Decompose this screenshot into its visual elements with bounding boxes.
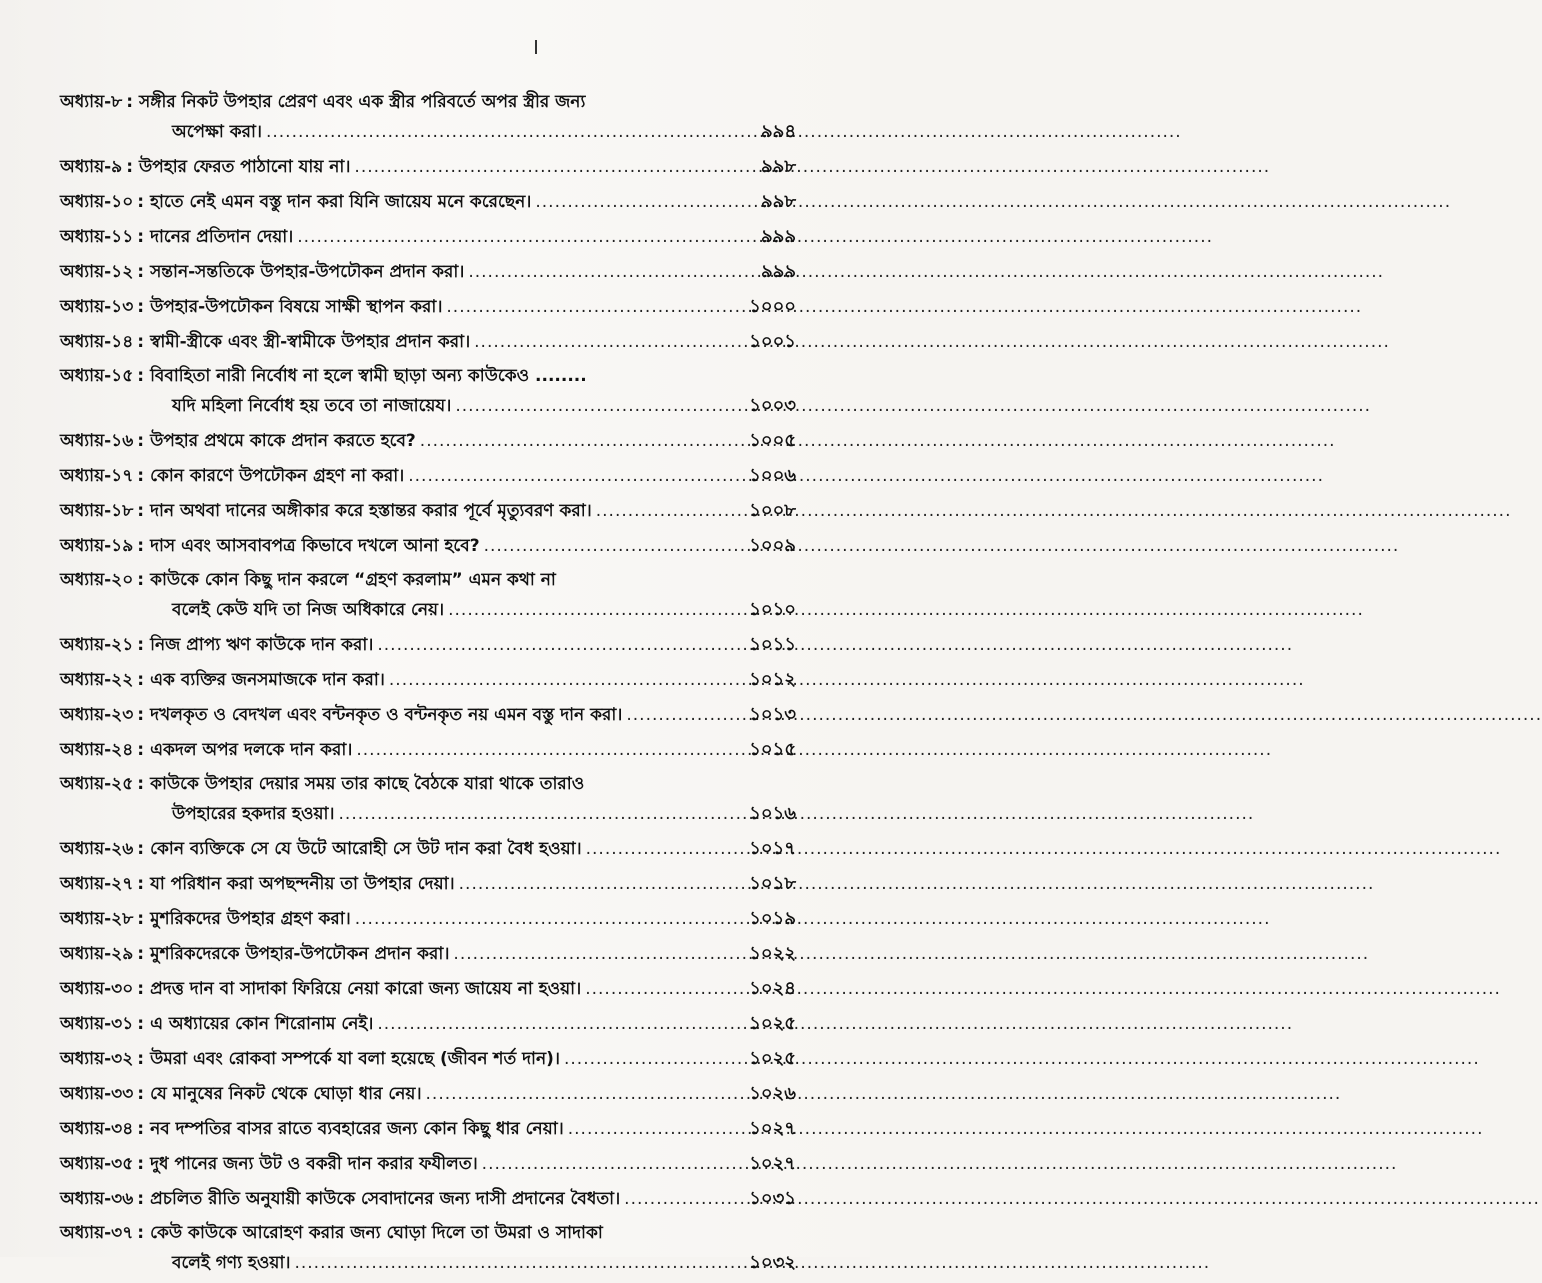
toc-entry-line: [60, 1079, 796, 1108]
page-number: ১০৩১: [749, 1188, 796, 1209]
chapter-title: দাস এবং আসবাবপত্র কিভাবে দখলে আনা হবে?: [150, 536, 480, 556]
toc-entry-line: [60, 799, 796, 828]
chapter-title: দুধ পানের জন্য উট ও বকরী দান করার ফযীলত।: [150, 1154, 478, 1174]
label-separator: :: [137, 740, 145, 760]
dot-leader: [351, 905, 732, 934]
chapter-label: অধ্যায়-২৭: [60, 874, 134, 894]
chapter-label: অধ্যায়-৮: [60, 92, 123, 112]
chapter-title: মুশরিকদেরকে উপহার-উপঢৌকন প্রদান করা।: [150, 944, 450, 964]
table-of-contents: [60, 88, 796, 1283]
toc-entry: [60, 904, 796, 933]
page-number: ৯৯৮: [760, 191, 796, 212]
chapter-label: অধ্যায়-১৬: [60, 431, 134, 451]
page-number: ১০২৫: [749, 1048, 796, 1069]
toc-entry-line: [60, 566, 796, 595]
chapter-title: দানের প্রতিদান দেয়া।: [150, 227, 294, 247]
page-number: ১০১৭: [749, 838, 796, 859]
dot-leader: [622, 701, 732, 730]
dot-leader: [335, 800, 732, 829]
toc-entry: [60, 1114, 796, 1143]
label-separator: :: [137, 1189, 145, 1209]
toc-entry-line: [60, 869, 796, 898]
toc-entry-line: [60, 595, 796, 624]
toc-entry-line: [60, 1114, 796, 1143]
toc-entry: [60, 1219, 796, 1277]
dot-leader: [262, 118, 732, 147]
dot-leader: [455, 870, 732, 899]
toc-entry-line: [60, 1184, 796, 1213]
chapter-title: সঙ্গীর নিকট উপহার প্রেরণ এবং এক স্ত্রীর পরিবর্তে অপর স্ত্রীর জন্য: [139, 92, 586, 112]
dot-leader: [470, 328, 732, 357]
label-separator: :: [137, 501, 145, 521]
chapter-title: অপেক্ষা করা।: [172, 122, 262, 142]
toc-entry-line: [60, 117, 796, 146]
page-number: ১০০৯: [749, 535, 796, 556]
chapter-title: কোন কারণে উপঢৌকন গ্রহণ না করা।: [150, 466, 405, 486]
chapter-title: যে মানুষের নিকট থেকে ঘোড়া ধার নেয়।: [150, 1084, 422, 1104]
toc-entry: [60, 630, 796, 659]
toc-entry-line: [60, 461, 796, 490]
toc-entry: [60, 735, 796, 764]
dot-leader: [373, 1010, 732, 1039]
toc-entry-line: [60, 1219, 796, 1248]
label-separator: :: [137, 570, 145, 590]
page-number: ১০১৫: [749, 739, 796, 760]
page-number: ১০১৯: [749, 908, 796, 929]
page-number: ৯৯৮: [760, 156, 796, 177]
page-number: ১০১৩: [749, 704, 796, 725]
chapter-title: প্রদত্ত দান বা সাদাকা ফিরিয়ে নেয়া কারো জন্য জায়েয না হওয়া।: [150, 979, 582, 999]
chapter-title: বলেই কেউ যদি তা নিজ অধিকারে নেয়।: [172, 600, 445, 620]
chapter-title: স্বামী-স্ত্রীকে এবং স্ত্রী-স্বামীকে উপহার প্রদান করা।: [150, 332, 471, 352]
toc-entry-line: [60, 904, 796, 933]
chapter-title: নব দম্পতির বাসর রাতে ব্যবহারের জন্য কোন কিছু ধার নেয়া।: [150, 1119, 564, 1139]
toc-entry: [60, 187, 796, 216]
dot-leader: [350, 153, 732, 182]
dot-leader: [385, 666, 732, 695]
toc-entry: [60, 566, 796, 624]
label-separator: :: [126, 157, 134, 177]
dot-leader: [582, 835, 732, 864]
toc-entry: [60, 939, 796, 968]
chapter-title: উপহার প্রথমে কাকে প্রদান করতে হবে?: [150, 431, 416, 451]
chapter-label: অধ্যায়-২০: [60, 570, 134, 590]
toc-entry-line: [60, 1044, 796, 1073]
chapter-title: যদি মহিলা নির্বোধ হয় তবে তা নাজায়েয।: [172, 396, 452, 416]
chapter-title: নিজ প্রাপ্য ঋণ কাউকে দান করা।: [150, 635, 374, 655]
chapter-title: বলেই গণ্য হওয়া।: [172, 1253, 291, 1273]
chapter-label: অধ্যায়-২৯: [60, 944, 134, 964]
label-separator: :: [137, 839, 145, 859]
toc-entry: [60, 327, 796, 356]
toc-entry-line: [60, 222, 796, 251]
chapter-label: অধ্যায়-১৪: [60, 332, 134, 352]
label-separator: :: [137, 262, 145, 282]
chapter-label: অধ্যায়-১০: [60, 192, 134, 212]
dot-leader: [451, 392, 732, 421]
chapter-title: সন্তান-সন্ততিকে উপহার-উপঢৌকন প্রদান করা।: [150, 262, 465, 282]
toc-entry: [60, 1149, 796, 1178]
chapter-title: কাউকে উপহার দেয়ার সময় তার কাছে বৈঠকে যারা থাকে তারাও: [150, 774, 585, 794]
chapter-label: অধ্যায়-৩০: [60, 979, 134, 999]
chapter-label: অধ্যায়-৩৭: [60, 1223, 134, 1243]
label-separator: :: [137, 297, 145, 317]
chapter-label: অধ্যায়-৩২: [60, 1049, 134, 1069]
toc-entry: [60, 974, 796, 1003]
chapter-label: অধ্যায়-১৮: [60, 501, 134, 521]
chapter-label: অধ্যায়-২৪: [60, 740, 134, 760]
chapter-title: উপহার ফেরত পাঠানো যায় না।: [139, 157, 351, 177]
toc-entry-line: [60, 327, 796, 356]
page-number: ৯৯৪: [760, 121, 796, 142]
toc-entry-line: [60, 939, 796, 968]
dot-leader: [449, 940, 732, 969]
chapter-label: অধ্যায়-১৫: [60, 366, 134, 386]
toc-entry-line: [60, 391, 796, 420]
chapter-title: উপহারের হকদার হওয়া।: [172, 804, 335, 824]
chapter-title: বিবাহিতা নারী নির্বোধ না হলে স্বামী ছাড়া অন্য কাউকেও ........: [150, 366, 587, 386]
label-separator: :: [137, 670, 145, 690]
chapter-label: অধ্যায়-৯: [60, 157, 123, 177]
page-number: ১০০৫: [749, 430, 796, 451]
chapter-label: অধ্যায়-৩৬: [60, 1189, 134, 1209]
page-number: ১০০৮: [749, 500, 796, 521]
toc-entry: [60, 461, 796, 490]
page-number: ১০২৭: [749, 1118, 796, 1139]
page-marker: [535, 40, 537, 54]
label-separator: :: [137, 332, 145, 352]
label-separator: :: [137, 874, 145, 894]
page-number: ১০২২: [749, 943, 796, 964]
dot-leader: [373, 631, 732, 660]
toc-entry-line: [60, 630, 796, 659]
page-number: ১০০৬: [749, 465, 796, 486]
toc-entry-line: [60, 88, 796, 117]
toc-entry-line: [60, 735, 796, 764]
dot-leader: [352, 736, 732, 765]
chapter-title: দান অথবা দানের অঙ্গীকার করে হস্তান্তর করার পূর্বে মৃত্যুবরণ করা।: [150, 501, 592, 521]
toc-entry: [60, 1044, 796, 1073]
chapter-title: এক ব্যক্তির জনসমাজকে দান করা।: [150, 670, 385, 690]
toc-entry-line: [60, 700, 796, 729]
toc-entry: [60, 770, 796, 828]
label-separator: :: [137, 1154, 145, 1174]
toc-entry: [60, 222, 796, 251]
toc-entry: [60, 834, 796, 863]
dot-leader: [444, 596, 732, 625]
chapter-label: অধ্যায়-২৮: [60, 909, 134, 929]
chapter-label: অধ্যায়-২১: [60, 635, 134, 655]
label-separator: :: [137, 192, 145, 212]
dot-leader: [442, 293, 732, 322]
label-separator: :: [137, 944, 145, 964]
page-number: ১০১১: [749, 634, 796, 655]
dot-leader: [422, 1080, 732, 1109]
dot-leader: [592, 497, 732, 526]
label-separator: :: [137, 431, 145, 451]
toc-entry-line: [60, 1009, 796, 1038]
page-number: ৯৯৯: [760, 261, 796, 282]
toc-entry: [60, 257, 796, 286]
dot-leader: [478, 1150, 732, 1179]
label-separator: :: [137, 705, 145, 725]
label-separator: :: [137, 536, 145, 556]
label-separator: :: [137, 466, 145, 486]
dot-leader: [290, 1249, 732, 1278]
chapter-label: অধ্যায়-১৩: [60, 297, 134, 317]
dot-leader: [531, 188, 732, 217]
page-number: ১০১২: [749, 669, 796, 690]
chapter-title: কেউ কাউকে আরোহণ করার জন্য ঘোড়া দিলে তা উমরা ও সাদাকা: [150, 1223, 603, 1243]
chapter-title: মুশরিকদের উপহার গ্রহণ করা।: [150, 909, 351, 929]
chapter-title: প্রচলিত রীতি অনুযায়ী কাউকে সেবাদানের জন্য দাসী প্রদানের বৈধতা।: [150, 1189, 621, 1209]
chapter-title: যা পরিধান করা অপছন্দনীয় তা উপহার দেয়া।: [150, 874, 455, 894]
toc-entry: [60, 1184, 796, 1213]
toc-entry: [60, 665, 796, 694]
chapter-title: কোন ব্যক্তিকে সে যে উটে আরোহী সে উট দান করা বৈধ হওয়া।: [150, 839, 582, 859]
label-separator: :: [137, 1119, 145, 1139]
toc-entry: [60, 1009, 796, 1038]
toc-entry-line: [60, 426, 796, 455]
chapter-title: হাতে নেই এমন বস্তু দান করা যিনি জায়েয মনে করেছেন।: [150, 192, 532, 212]
toc-entry-line: [60, 1149, 796, 1178]
toc-entry-line: [60, 665, 796, 694]
page-number: ১০২৫: [749, 1013, 796, 1034]
chapter-label: অধ্যায়-১৭: [60, 466, 134, 486]
label-separator: :: [137, 979, 145, 999]
label-separator: :: [137, 1049, 145, 1069]
dot-leader: [480, 532, 732, 561]
toc-entry-line: [60, 496, 796, 525]
chapter-label: অধ্যায়-৩৫: [60, 1154, 134, 1174]
dot-leader: [560, 1045, 732, 1074]
toc-entry-line: [60, 292, 796, 321]
toc-entry-line: [60, 834, 796, 863]
chapter-title: একদল অপর দলকে দান করা।: [150, 740, 353, 760]
toc-entry-line: [60, 362, 796, 391]
chapter-title: এ অধ্যায়ের কোন শিরোনাম নেই।: [150, 1014, 374, 1034]
label-separator: :: [137, 635, 145, 655]
toc-entry: [60, 426, 796, 455]
dot-leader: [581, 975, 732, 1004]
page-number: ১০২৬: [749, 1083, 796, 1104]
toc-entry-line: [60, 1248, 796, 1277]
page-number: ১০২৪: [749, 978, 796, 999]
toc-entry: [60, 869, 796, 898]
dot-leader: [404, 462, 732, 491]
page-number: ১০৩২: [749, 1252, 796, 1273]
chapter-label: অধ্যায়-৩৪: [60, 1119, 134, 1139]
chapter-label: অধ্যায়-২৩: [60, 705, 134, 725]
label-separator: :: [137, 909, 145, 929]
chapter-label: অধ্যায়-২৫: [60, 774, 134, 794]
dot-leader: [464, 258, 732, 287]
chapter-label: অধ্যায়-২২: [60, 670, 134, 690]
toc-entry: [60, 531, 796, 560]
page-number: ১০০১: [749, 331, 796, 352]
chapter-label: অধ্যায়-৩১: [60, 1014, 134, 1034]
chapter-label: অধ্যায়-১৯: [60, 536, 134, 556]
toc-entry-line: [60, 257, 796, 286]
toc-entry: [60, 496, 796, 525]
toc-entry-line: [60, 152, 796, 181]
chapter-title: দখলকৃত ও বেদখল এবং বন্টনকৃত ও বন্টনকৃত নয় এমন বস্তু দান করা।: [150, 705, 623, 725]
toc-entry-line: [60, 974, 796, 1003]
dot-leader: [416, 427, 732, 456]
chapter-title: কাউকে কোন কিছু দান করলে “গ্রহণ করলাম” এমন কথা না: [150, 570, 556, 590]
page-number: ১০১৮: [749, 873, 796, 894]
label-separator: :: [137, 1084, 145, 1104]
toc-entry: [60, 88, 796, 146]
chapter-label: অধ্যায়-৩৩: [60, 1084, 134, 1104]
toc-entry: [60, 700, 796, 729]
chapter-title: উমরা এবং রোকবা সম্পর্কে যা বলা হয়েছে (জীবন শর্ত দান)।: [150, 1049, 560, 1069]
chapter-label: অধ্যায়-১১: [60, 227, 134, 247]
chapter-label: অধ্যায়-১২: [60, 262, 134, 282]
toc-entry: [60, 152, 796, 181]
page-number: ১০১৬: [749, 803, 796, 824]
page-number: ১০০০: [749, 296, 796, 317]
toc-entry: [60, 1079, 796, 1108]
page-number: ১০১০: [749, 599, 796, 620]
toc-entry: [60, 362, 796, 420]
page-number: ১০০৩: [749, 395, 796, 416]
dot-leader: [293, 223, 732, 252]
page-number: ১০২৭: [749, 1153, 796, 1174]
dot-leader: [620, 1185, 732, 1214]
dot-leader: [564, 1115, 732, 1144]
page-number: ৯৯৯: [760, 226, 796, 247]
toc-entry-line: [60, 187, 796, 216]
label-separator: :: [137, 227, 145, 247]
chapter-title: উপহার-উপঢৌকন বিষয়ে সাক্ষী স্থাপন করা।: [150, 297, 443, 317]
toc-entry-line: [60, 770, 796, 799]
toc-entry: [60, 292, 796, 321]
label-separator: :: [137, 774, 145, 794]
toc-entry-line: [60, 531, 796, 560]
label-separator: :: [137, 1014, 145, 1034]
chapter-label: অধ্যায়-২৬: [60, 839, 134, 859]
label-separator: :: [126, 92, 134, 112]
label-separator: :: [137, 1223, 145, 1243]
label-separator: :: [137, 366, 145, 386]
